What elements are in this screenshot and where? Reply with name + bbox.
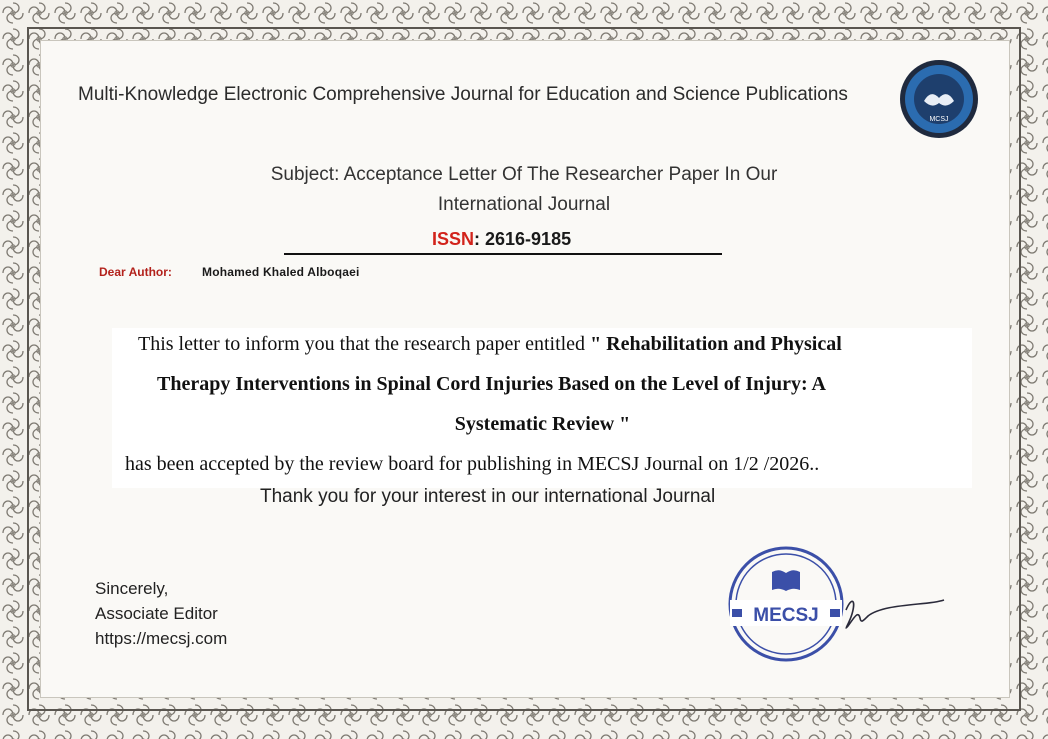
thanks-line: Thank you for your interest in our international Journal: [260, 486, 716, 507]
issn-label: ISSN: [432, 229, 475, 249]
logo-text: MCSJ: [929, 116, 949, 123]
body-line-1: [138, 333, 842, 356]
subject-line-1: Subject: Acceptance Letter Of The Researcher Paper In Our: [270, 164, 778, 185]
website-link[interactable]: https://mecsj.com: [95, 629, 228, 648]
acceptance-statement: has been accepted by the review board for publishing in MECSJ Journal on 1/2 /2026..: [125, 453, 820, 475]
issn-value: : 2616-9185: [474, 229, 572, 249]
mecsj-stamp: [728, 544, 950, 666]
paper-title-start: " Rehabilitation and Physical: [590, 333, 842, 355]
handwritten-signature: [846, 600, 944, 628]
signer-role: Associate Editor: [95, 604, 218, 623]
body-intro: This letter to inform you that the research paper entitled: [138, 333, 591, 355]
open-book-icon: [772, 570, 800, 591]
closing: Sincerely,: [95, 579, 169, 598]
paper-title-middle: Therapy Interventions in Spinal Cord Injuries Based on the Level of Injury: A: [157, 373, 826, 395]
issn: [432, 229, 571, 250]
stamp-text: MECSJ: [753, 605, 819, 626]
paper-title-end: Systematic Review ": [454, 413, 631, 435]
header-divider: [284, 253, 722, 255]
journal-name: Multi-Knowledge Electronic Comprehensive Journal for Education and Science Publications: [78, 84, 848, 105]
journal-logo-seal: [898, 58, 980, 140]
author-name: Mohamed Khaled Alboqaei: [202, 265, 360, 279]
dear-author-label: Dear Author:: [99, 265, 172, 279]
subject-line-2: International Journal: [437, 194, 611, 215]
